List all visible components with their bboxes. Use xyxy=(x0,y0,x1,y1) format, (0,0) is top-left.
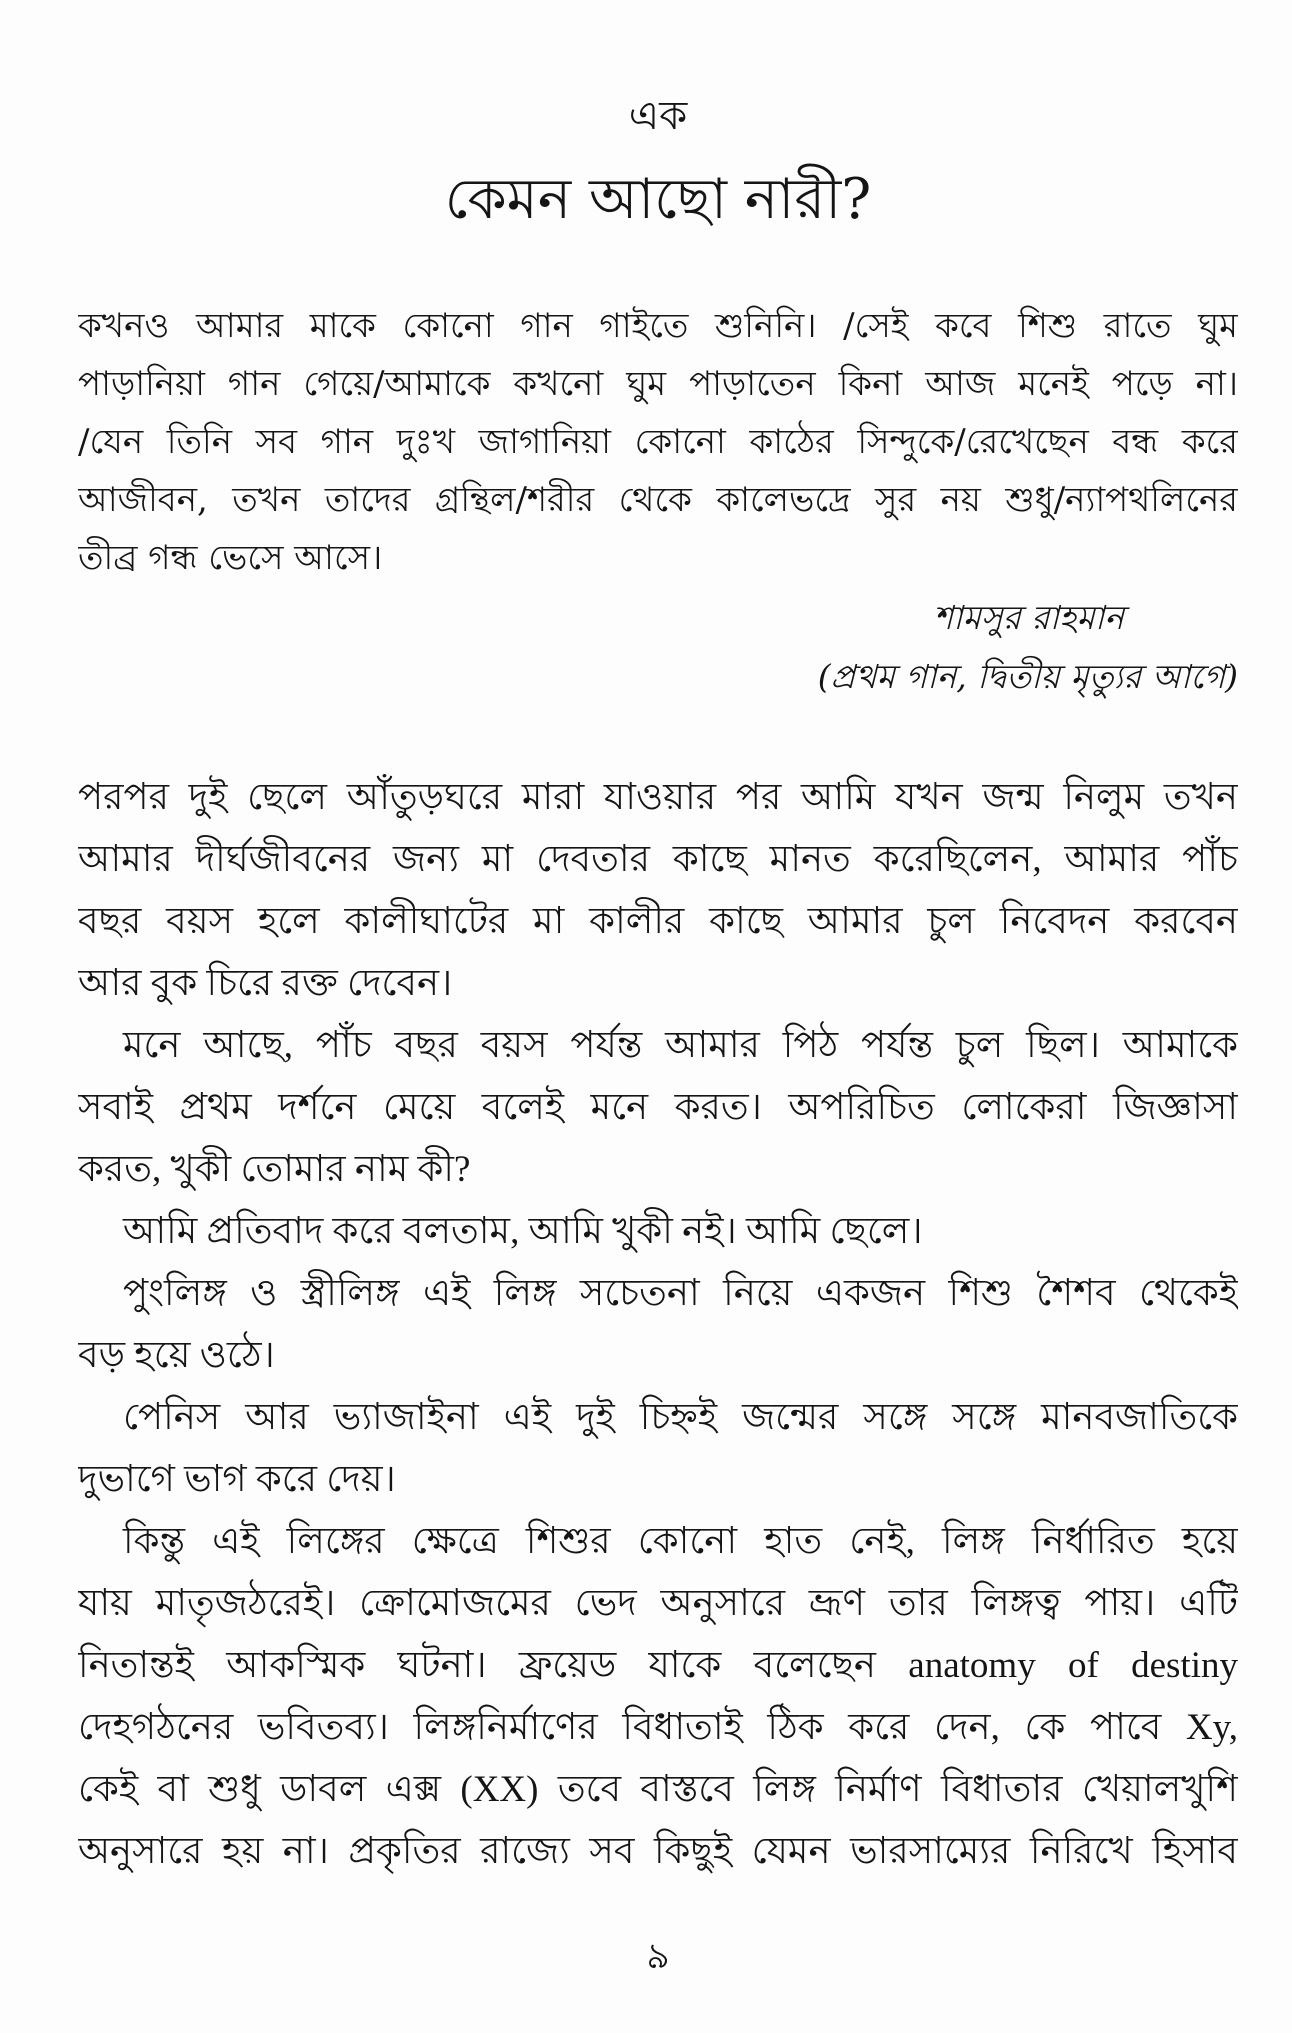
body-text xyxy=(78,767,1238,1883)
chapter-number: এক xyxy=(628,93,688,139)
text-line: অনুসারে হয় না। প্রকৃতির রাজ্যে সব কিছুই যেমন ভারসাম্যের নিরিখে হিসাব xyxy=(78,1831,1238,1872)
epigraph xyxy=(78,297,1238,587)
text-line: করত, খুকী তোমার নাম কী? xyxy=(78,1149,471,1190)
paragraph xyxy=(78,1387,1238,1511)
paragraph xyxy=(78,1015,1238,1201)
epigraph-line: পাড়ানিয়া গান গেয়ে/আমাকে কখনো ঘুম পাড়াতেন কিনা আজ মনেই পড়ে না। xyxy=(78,364,1238,404)
paragraph xyxy=(78,1511,1238,1883)
text-line: মনে আছে, পাঁচ বছর বয়স পর্যন্ত আমার পিঠ পর্যন্ত চুল ছিল। আমাকে xyxy=(123,1025,1238,1066)
epigraph-line: /যেন তিনি সব গান দুঃখ জাগানিয়া কোনো কাঠের সিন্দুকে/রেখেছেন বন্ধ করে xyxy=(78,422,1238,462)
paragraph xyxy=(78,1201,1238,1263)
text-line: আমি প্রতিবাদ করে বলতাম, আমি খুকী নই। আমি ছেলে। xyxy=(123,1211,923,1252)
text-line: পেনিস আর ভ্যাজাইনা এই দুই চিহ্নই জন্মের সঙ্গে সঙ্গে মানবজাতিকে xyxy=(123,1397,1238,1438)
page-number: ৯ xyxy=(646,1936,670,1977)
text-line: কেই বা শুধু ডাবল এক্স (XX) তবে বাস্তবে লিঙ্গ নির্মাণ বিধাতার খেয়ালখুশি xyxy=(78,1769,1238,1810)
text-line: দেহগঠনের ভবিতব্য। লিঙ্গনির্মাণের বিধাতাই ঠিক করে দেন, কে পাবে Xy, xyxy=(78,1707,1238,1748)
epigraph-line: আজীবন, তখন তাদের গ্রন্থিল/শরীর থেকে কালেভদ্রে সুর নয় শুধু/ন্যাপথলিনের xyxy=(78,480,1238,520)
text-line: বছর বয়স হলে কালীঘাটের মা কালীর কাছে আমার চুল নিবেদন করবেন xyxy=(78,901,1238,942)
text-line: নিতান্তই আকস্মিক ঘটনা। ফ্রয়েড যাকে বলেছেন anatomy of destiny xyxy=(78,1645,1238,1686)
text-line: বড় হয়ে ওঠে। xyxy=(78,1335,275,1376)
epigraph-line: কখনও আমার মাকে কোনো গান গাইতে শুনিনি। /সেই কবে শিশু রাতে ঘুম xyxy=(78,306,1238,346)
text-line: আর বুক চিরে রক্ত দেবেন। xyxy=(78,963,453,1004)
paragraph xyxy=(78,767,1238,1015)
chapter-title: কেমন আছো নারী? xyxy=(444,167,872,232)
epigraph-author: শামসুর রাহমান xyxy=(933,598,1124,637)
text-line: আমার দীর্ঘজীবনের জন্য মা দেবতার কাছে মানত করেছিলেন, আমার পাঁচ xyxy=(78,839,1238,880)
text-line: যায় মাতৃজঠরেই। ক্রোমোজমের ভেদ অনুসারে ভ্রূণ তার লিঙ্গত্ব পায়। এটি xyxy=(78,1583,1238,1624)
epigraph-source: (প্রথম গান, দ্বিতীয় মৃত্যুর আগে) xyxy=(817,657,1238,696)
paragraph xyxy=(78,1263,1238,1387)
text-line: পরপর দুই ছেলে আঁতুড়ঘরে মারা যাওয়ার পর আমি যখন জন্ম নিলুম তখন xyxy=(78,777,1238,818)
text-line: কিন্তু এই লিঙ্গের ক্ষেত্রে শিশুর কোনো হাত নেই, লিঙ্গ নির্ধারিত হয়ে xyxy=(123,1521,1238,1562)
text-line: পুংলিঙ্গ ও স্ত্রীলিঙ্গ এই লিঙ্গ সচেতনা নিয়ে একজন শিশু শৈশব থেকেই xyxy=(123,1273,1238,1314)
text-line: দুভাগে ভাগ করে দেয়। xyxy=(78,1459,396,1500)
text-line: সবাই প্রথম দর্শনে মেয়ে বলেই মনে করত। অপরিচিত লোকেরা জিজ্ঞাসা xyxy=(78,1087,1238,1128)
epigraph-line: তীব্র গন্ধ ভেসে আসে। xyxy=(78,538,383,578)
